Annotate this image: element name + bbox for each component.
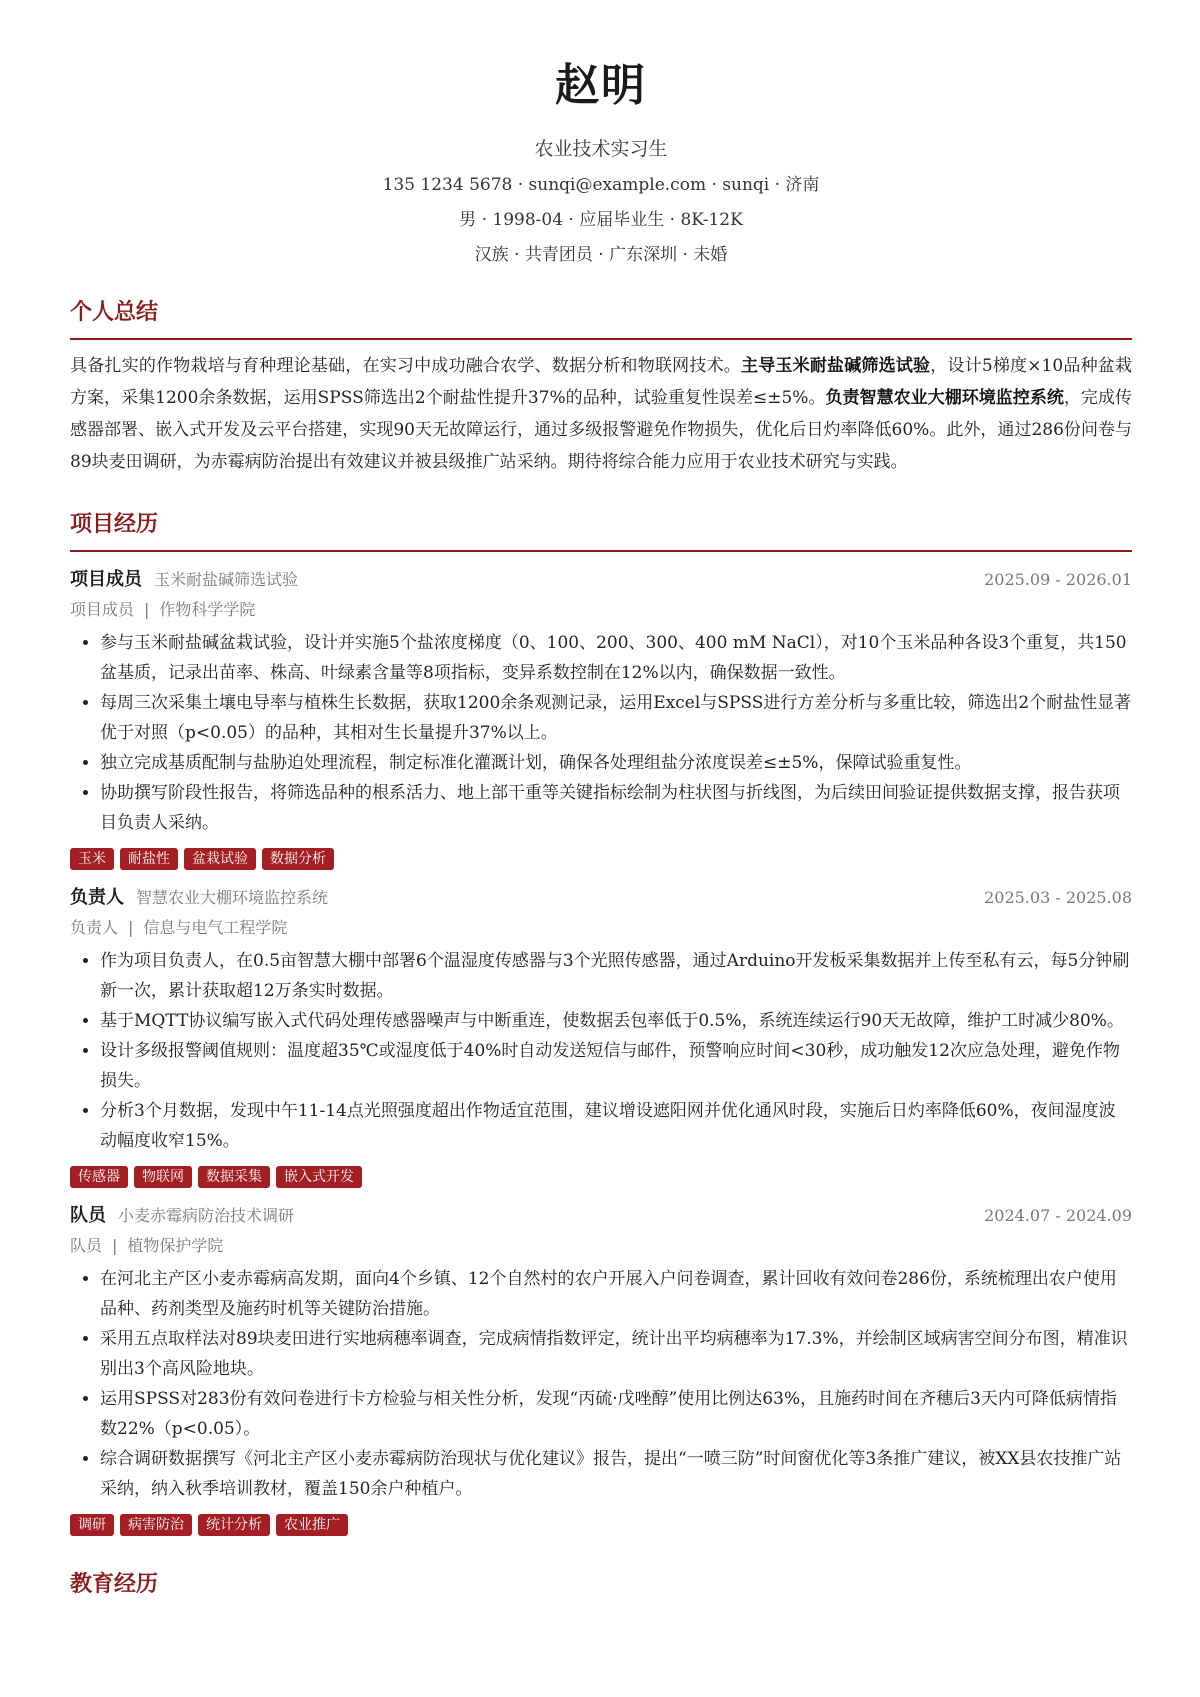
bullet-item: • 参与玉米耐盐碱盆栽试验，设计并实施5个盐浓度梯度（0、100、200、300、400 mM NaCl），对10个玉米品种各设3个重复，共150盆基质，记录出苗率、株高、叶绿素含量等8项指标，变异系数控制在12%以内，确保数据一致性。 xyxy=(100,628,1132,688)
summary-part-3: ，完成传感器部署、嵌入式开发及云平台搭建，实现90天无故障运行，通过多级报警避免作物损失，优化后日灼率降低60%。此外，通过286份问卷与89块麦田调研，为赤霉病防治提出有效建议并被县级推广站采纳。期待将综合能力应用于农业技术研究与实践。 xyxy=(70,388,1132,472)
bullet-item: • 运用SPSS对283份有效问卷进行卡方检验与相关性分析，发现“丙硫·戊唑醇”使用比例达63%，且施药时间在齐穗后3天内可降低病情指数22%（p<0.05）。 xyxy=(100,1384,1132,1444)
tag: 物联网 xyxy=(134,1166,192,1188)
project-heading xyxy=(70,884,328,912)
project-role: 队员 xyxy=(70,1205,106,1226)
project-separator: | xyxy=(144,600,150,619)
project-item xyxy=(70,884,1132,1188)
tag: 数据采集 xyxy=(198,1166,270,1188)
education-section xyxy=(70,1568,1132,1610)
project-header xyxy=(70,1202,1132,1230)
tag: 传感器 xyxy=(70,1166,128,1188)
bullet-item: • 基于MQTT协议编写嵌入式代码处理传感器噪声与中断重连，使数据丢包率低于0.5%，系统连续运行90天无故障，维护工时减少80%。 xyxy=(100,1006,1132,1036)
projects-section xyxy=(70,508,1132,1536)
extra-info-line: 汉族 · 共青团员 · 广东深圳 · 未婚 xyxy=(474,245,728,265)
project-header xyxy=(70,566,1132,594)
project-name: 玉米耐盐碱筛选试验 xyxy=(154,570,299,589)
tag: 数据分析 xyxy=(262,848,334,870)
project-org: 信息与电气工程学院 xyxy=(143,918,288,937)
bullet-item: • 分析3个月数据，发现中午11-14点光照强度超出作物适宜范围，建议增设遮阳网并优化通风时段，实施后日灼率降低60%，夜间湿度波动幅度收窄15%。 xyxy=(100,1096,1132,1156)
project-separator: | xyxy=(112,1236,118,1255)
education-title: 教育经历 xyxy=(70,1571,159,1597)
project-date: 2025.03 - 2025.08 xyxy=(984,888,1132,907)
summary-section xyxy=(70,296,1132,478)
contact-line: 135 1234 5678 · sunqi@example.com · sunqi · 济南 xyxy=(382,175,820,195)
project-subline xyxy=(70,1232,1132,1260)
candidate-name: 赵明 xyxy=(555,60,647,111)
project-name: 小麦赤霉病防治技术调研 xyxy=(118,1206,295,1225)
personal-line: 男 · 1998-04 · 应届毕业生 · 8K-12K xyxy=(459,210,743,230)
project-sub-role: 队员 xyxy=(70,1236,103,1255)
bullet-item: • 设计多级报警阈值规则：温度超35℃或湿度低于40%时自动发送短信与邮件，预警响应时间<30秒，成功触发12次应急处理，避免作物损失。 xyxy=(100,1036,1132,1096)
project-name: 智慧农业大棚环境监控系统 xyxy=(136,888,329,907)
project-role: 项目成员 xyxy=(70,569,142,590)
project-heading xyxy=(70,566,298,594)
candidate-role: 农业技术实习生 xyxy=(534,138,668,160)
project-org: 植物保护学院 xyxy=(127,1236,224,1255)
project-tags xyxy=(70,848,1132,870)
tag: 病害防治 xyxy=(120,1514,192,1536)
project-role: 负责人 xyxy=(70,887,124,908)
project-sub-role: 负责人 xyxy=(70,918,119,937)
bullet-item: • 在河北主产区小麦赤霉病高发期，面向4个乡镇、12个自然村的农户开展入户问卷调查，累计回收有效问卷286份，系统梳理出农户使用品种、药剂类型及施药时机等关键防治措施。 xyxy=(100,1264,1132,1324)
project-tags xyxy=(70,1514,1132,1536)
summary-text xyxy=(70,350,1132,478)
bullet-item: • 采用五点取样法对89块麦田进行实地病穗率调查，完成病情指数评定，统计出平均病穗率为17.3%，并绘制区域病害空间分布图，精准识别出3个高风险地块。 xyxy=(100,1324,1132,1384)
tag: 玉米 xyxy=(70,848,114,870)
tag: 调研 xyxy=(70,1514,114,1536)
project-item xyxy=(70,1202,1132,1536)
project-separator: | xyxy=(128,918,134,937)
summary-highlight-2: 负责智慧农业大棚环境监控系统 xyxy=(825,388,1064,408)
project-tags xyxy=(70,1166,1132,1188)
bullet-item: • 协助撰写阶段性报告，将筛选品种的根系活力、地上部干重等关键指标绘制为柱状图与折线图，为后续田间验证提供数据支撑，报告获项目负责人采纳。 xyxy=(100,778,1132,838)
project-date: 2025.09 - 2026.01 xyxy=(984,570,1132,589)
summary-part-2: ，设计5梯度×10品种盆栽方案，采集1200余条数据，运用SPSS筛选出2个耐盐性提升37%的品种，试验重复性误差≤±5%。 xyxy=(70,356,1133,408)
project-header xyxy=(70,884,1132,912)
project-item xyxy=(70,566,1132,870)
summary-part-1: 具备扎实的作物栽培与育种理论基础，在实习中成功融合农学、数据分析和物联网技术。 xyxy=(70,356,741,376)
project-date: 2024.07 - 2024.09 xyxy=(984,1206,1132,1225)
project-sub-role: 项目成员 xyxy=(70,600,135,619)
bullet-item: • 每周三次采集土壤电导率与植株生长数据，获取1200余条观测记录，运用Excel与SPSS进行方差分析与多重比较，筛选出2个耐盐性显著优于对照（p<0.05）的品种，其相对生长量提升37%以上。 xyxy=(100,688,1132,748)
project-subline xyxy=(70,596,1132,624)
tag: 嵌入式开发 xyxy=(276,1166,362,1188)
tag: 农业推广 xyxy=(276,1514,348,1536)
bullet-item: • 独立完成基质配制与盐胁迫处理流程，制定标准化灌溉计划，确保各处理组盐分浓度误差≤±5%，保障试验重复性。 xyxy=(100,748,1132,778)
summary-highlight-1: 主导玉米耐盐碱筛选试验 xyxy=(741,356,931,376)
project-heading xyxy=(70,1202,294,1230)
projects-title: 项目经历 xyxy=(70,508,1132,552)
resume-header xyxy=(70,0,1132,268)
summary-title: 个人总结 xyxy=(70,296,1132,340)
tag: 盆栽试验 xyxy=(184,848,256,870)
project-bullets xyxy=(70,628,1132,838)
project-subline xyxy=(70,914,1132,942)
project-org: 作物科学学院 xyxy=(159,600,256,619)
bullet-item: • 作为项目负责人，在0.5亩智慧大棚中部署6个温湿度传感器与3个光照传感器，通过Arduino开发板采集数据并上传至私有云，每5分钟刷新一次，累计获取超12万条实时数据。 xyxy=(100,946,1132,1006)
project-bullets xyxy=(70,1264,1132,1504)
project-bullets xyxy=(70,946,1132,1156)
tag: 统计分析 xyxy=(198,1514,270,1536)
bullet-item: • 综合调研数据撰写《河北主产区小麦赤霉病防治现状与优化建议》报告，提出“一喷三防”时间窗优化等3条推广建议，被XX县农技推广站采纳，纳入秋季培训教材，覆盖150余户种植户。 xyxy=(100,1444,1132,1504)
tag: 耐盐性 xyxy=(120,848,178,870)
